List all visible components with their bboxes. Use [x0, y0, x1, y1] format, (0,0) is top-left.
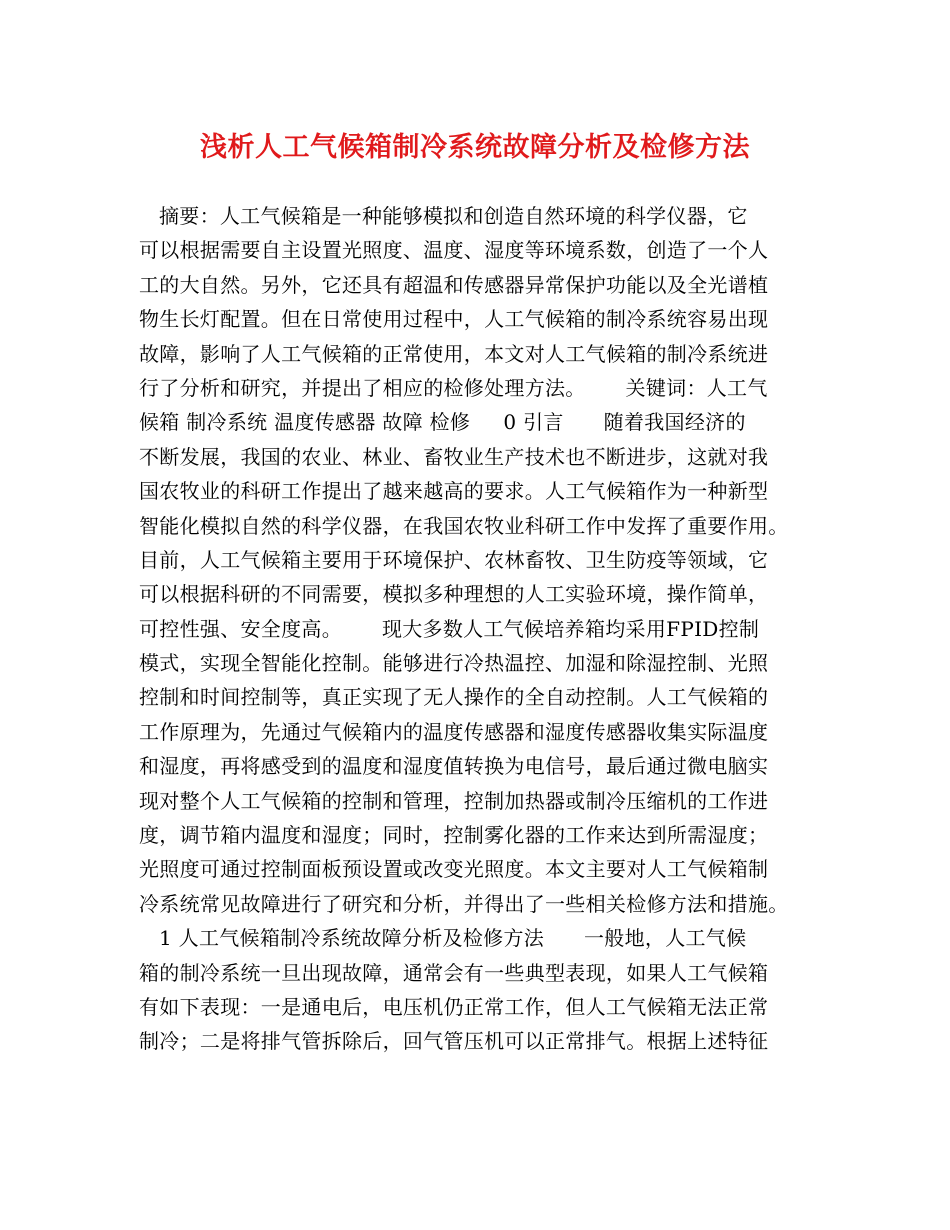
body-text-line: 度，调节箱内温度和湿度；同时，控制雾化器的工作来达到所需湿度；	[139, 823, 769, 848]
body-text-line: 智能化模拟自然的科学仪器，在我国农牧业科研工作中发挥了重要作用。	[139, 513, 789, 538]
body-text-line: 光照度可通过控制面板预设置或改变光照度。本文主要对人工气候箱制	[139, 857, 769, 882]
body-text-line: 和湿度，再将感受到的温度和湿度值转换为电信号，最后通过微电脑实	[139, 754, 769, 779]
document-body	[139, 199, 829, 1059]
body-text-line: 故障，影响了人工气候箱的正常使用，本文对人工气候箱的制冷系统进	[139, 341, 769, 366]
body-text-line: 现对整个人工气候箱的控制和管理，控制加热器或制冷压缩机的工作进	[139, 788, 769, 813]
body-text-line: 有如下表现：一是通电后，电压机仍正常工作，但人工气候箱无法正常	[139, 994, 769, 1019]
body-text-line: 可以根据科研的不同需要，模拟多种理想的人工实验环境，操作简单，	[139, 582, 769, 607]
document-title: 浅析人工气候箱制冷系统故障分析及检修方法	[200, 132, 750, 163]
body-text-line: 物生长灯配置。但在日常使用过程中，人工气候箱的制冷系统容易出现	[139, 307, 769, 332]
body-text-line: 摘要：人工气候箱是一种能够模拟和创造自然环境的科学仪器，它	[139, 204, 748, 228]
body-text-line: 冷系统常见故障进行了研究和分析，并得出了一些相关检修方法和措施。	[139, 891, 789, 916]
body-text-line: 可以根据需要自主设置光照度、温度、湿度等环境系数，创造了一个人	[139, 238, 769, 263]
body-text-line: 箱的制冷系统一旦出现故障，通常会有一些典型表现，如果人工气候箱	[139, 960, 769, 985]
body-text-line: 候箱 制冷系统 温度传感器 故障 检修 0 引言 随着我国经济的	[139, 410, 746, 435]
body-text-line: 不断发展，我国的农业、林业、畜牧业生产技术也不断进步，这就对我	[139, 444, 769, 469]
body-text-line: 目前，人工气候箱主要用于环境保护、农林畜牧、卫生防疫等领域，它	[139, 547, 769, 572]
body-text-line: 制冷；二是将排气管拆除后，回气管压机可以正常排气。根据上述特征	[139, 1029, 769, 1054]
body-text-line: 控制和时间控制等，真正实现了无人操作的全自动控制。人工气候箱的	[139, 685, 769, 710]
body-text-line: 模式，实现全智能化控制。能够进行冷热温控、加湿和除湿控制、光照	[139, 651, 769, 676]
body-text-line: 1 人工气候箱制冷系统故障分析及检修方法 一般地，人工气候	[139, 926, 747, 951]
body-text-line: 工作原理为，先通过气候箱内的温度传感器和湿度传感器收集实际温度	[139, 719, 769, 744]
body-text-line: 可控性强、安全度高。 现大多数人工气候培养箱均采用FPID控制	[139, 616, 760, 641]
body-text-line: 工的大自然。另外，它还具有超温和传感器异常保护功能以及全光谱植	[139, 272, 769, 297]
body-text-line: 国农牧业的科研工作提出了越来越高的要求。人工气候箱作为一种新型	[139, 479, 769, 504]
body-text-line: 行了分析和研究，并提出了相应的检修处理方法。 关键词：人工气	[139, 375, 768, 400]
